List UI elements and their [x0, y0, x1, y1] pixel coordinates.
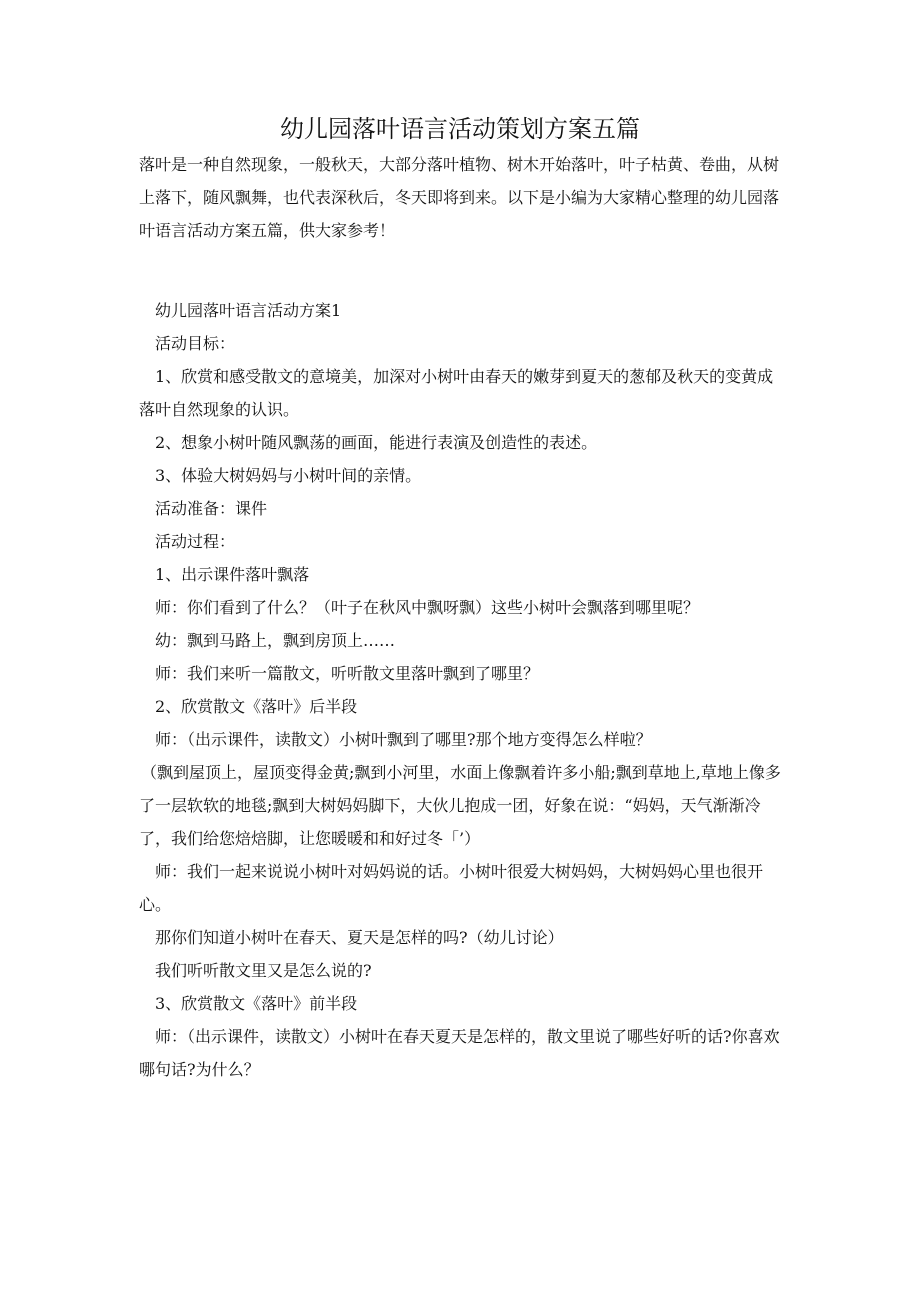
paragraph: 师：我们来听一篇散文，听听散文里落叶飘到了哪里？: [155, 664, 540, 683]
paragraph: 我们听听散文里又是怎么说的?: [155, 961, 372, 980]
paragraph: 师：（出示课件，读散文）小树叶飘到了哪里?那个地方变得怎么样啦？: [155, 730, 652, 749]
paragraph: 活动目标：: [155, 334, 236, 353]
paragraph: 师：我们一起来说说小树叶对妈妈说的话。小树叶很爱大树妈妈，大树妈妈心里也很开心。: [139, 862, 764, 914]
paragraph: 2、想象小树叶随风飘荡的画面，能进行表演及创造性的表述。: [155, 433, 598, 452]
paragraph: 活动准备：课件: [155, 499, 268, 518]
paragraph: 1、欣赏和感受散文的意境美，加深对小树叶由春天的嫩芽到夏天的葱郁及秋天的变黄成落叶自然现象的认识。: [139, 367, 774, 419]
paragraph: 3、体验大树妈妈与小树叶间的亲情。: [155, 466, 422, 485]
paragraph: 师：你们看到了什么？（叶子在秋风中飘呀飘）这些小树叶会飘落到哪里呢？: [155, 598, 700, 617]
paragraph: 2、欣赏散文《落叶》后半段: [155, 697, 358, 716]
document-body: [139, 294, 789, 1086]
paragraph: 活动过程：: [155, 532, 236, 551]
paragraph: 那你们知道小树叶在春天、夏天是怎样的吗?（幼儿讨论）: [155, 928, 564, 947]
intro-paragraph: 落叶是一种自然现象，一般秋天，大部分落叶植物、树木开始落叶，叶子枯黄、卷曲，从树上落下，随风飘舞，也代表深秋后，冬天即将到来。以下是小编为大家精心整理的幼儿园落叶语言活动方案五篇，供大家参考！: [139, 155, 780, 240]
document-title: 幼儿园落叶语言活动策划方案五篇: [280, 115, 640, 143]
paragraph: 师：（出示课件，读散文）小树叶在春天夏天是怎样的，散文里说了哪些好听的话?你喜欢哪句话?为什么？: [139, 1027, 780, 1079]
paragraph: 3、欣赏散文《落叶》前半段: [155, 994, 358, 1013]
paragraph: 幼：飘到马路上，飘到房顶上……: [155, 631, 396, 650]
section-heading: 幼儿园落叶语言活动方案1: [155, 301, 342, 320]
paragraph: （飘到屋顶上，屋顶变得金黄;飘到小河里，水面上像飘着许多小船;飘到草地上,草地上像多了一层软软的地毯;飘到大树妈妈脚下，大伙儿抱成一团，好象在说：“妈妈，天气渐渐冷了，我们给您焙焙脚，让您暖暖和和好过冬「’）: [139, 763, 781, 848]
paragraph: 1、出示课件落叶飘落: [155, 565, 310, 584]
